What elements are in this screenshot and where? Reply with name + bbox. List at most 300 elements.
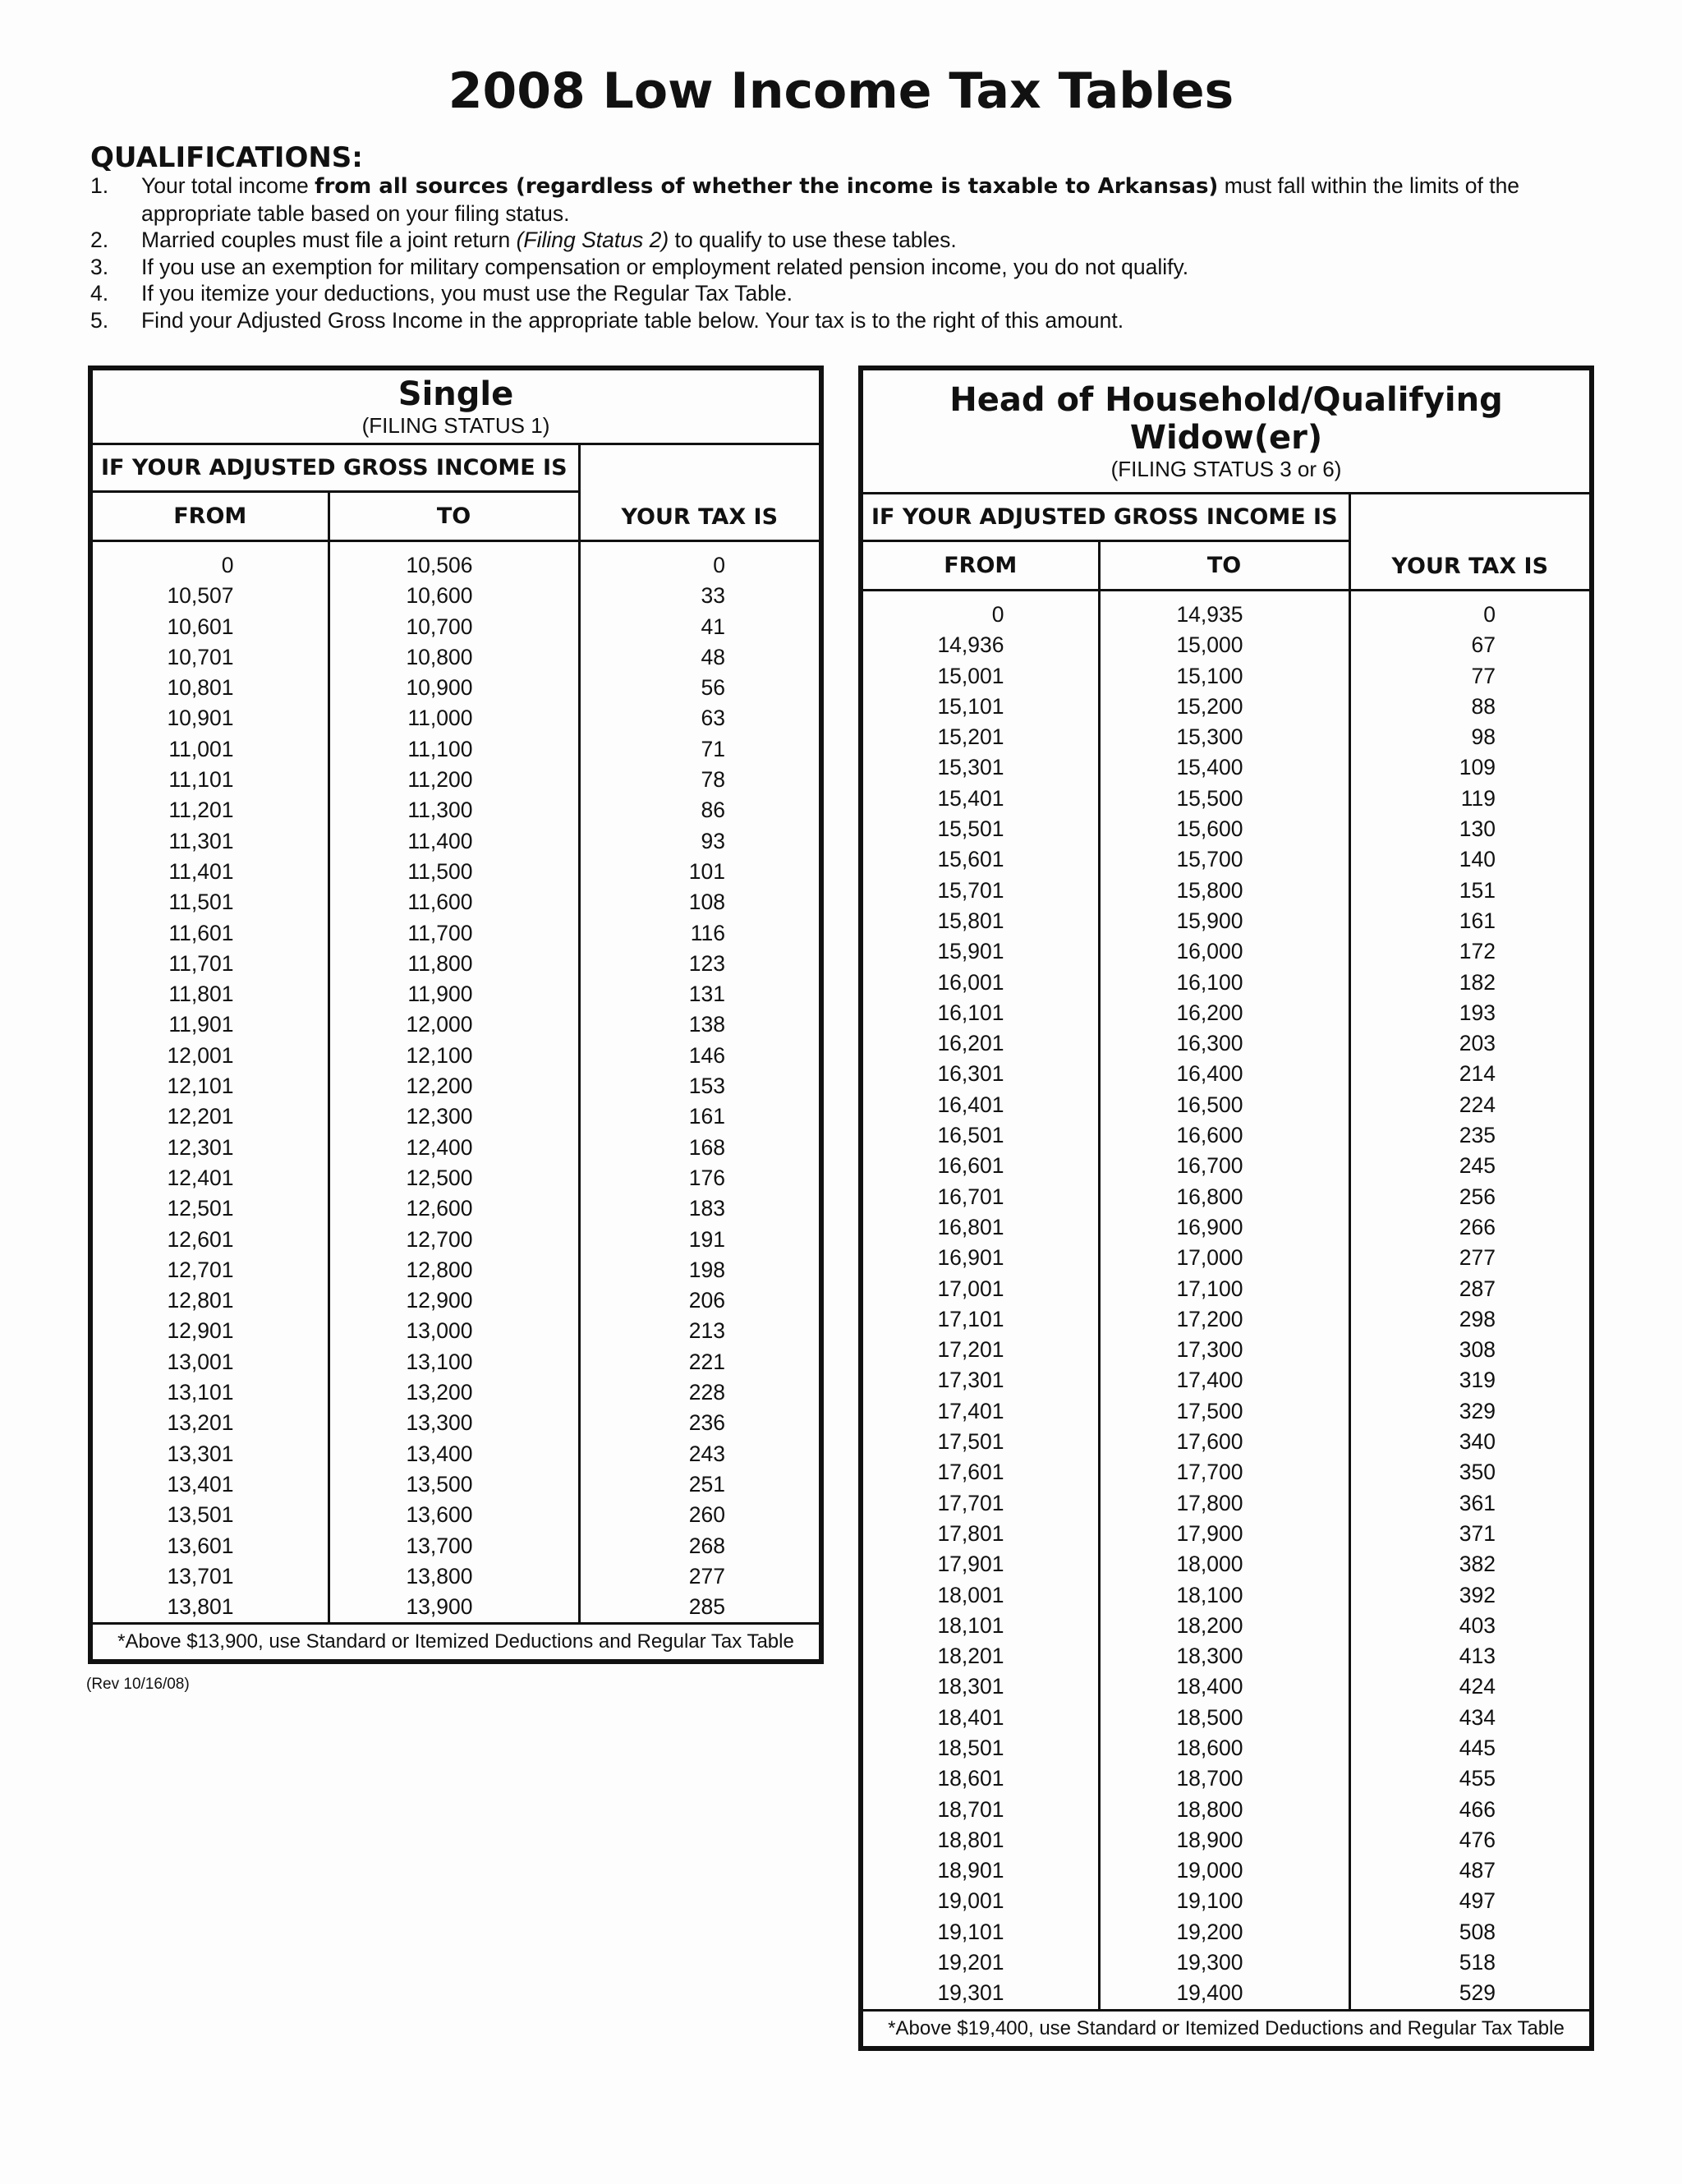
agi-to-cell: 18,000 [1099,1549,1349,1579]
table-row [93,642,819,673]
agi-from-cell: 17,801 [863,1519,1099,1549]
tax-cell: 101 [688,858,725,884]
agi-to-cell: 17,100 [1099,1274,1349,1304]
qualification-emphasis: from all sources (regardless of whether the income is taxable to Arkansas) [315,174,1219,199]
tax-cell: 88 [1471,693,1496,719]
tax-cell: 63 [701,706,725,731]
qualification-emphasis: (Filing Status 2) [516,228,669,252]
single-table-subtitle: (FILING STATUS 1) [361,413,550,438]
table-row [863,1795,1589,1825]
agi-from-cell: 11,001 [93,734,329,765]
tax-cell: 77 [1471,663,1496,688]
tax-cell: 382 [1459,1552,1496,1577]
tax-cell: 206 [688,1288,725,1313]
tax-cell: 518 [1459,1950,1496,1975]
tax-cell: 529 [1459,1980,1496,2006]
tax-cell: 243 [688,1441,725,1466]
tax-cell: 434 [1459,1704,1496,1730]
agi-from-cell: 17,901 [863,1549,1099,1579]
agi-from-cell: 13,301 [93,1439,329,1469]
agi-from-cell: 18,901 [863,1855,1099,1886]
qualification-item-5 [90,307,1610,334]
agi-to-cell: 12,300 [329,1101,579,1132]
agi-from-cell: 13,601 [93,1531,329,1561]
tax-cell: 476 [1459,1827,1496,1852]
agi-from-cell: 13,801 [93,1592,329,1624]
table-row [863,1151,1589,1181]
tax-cell: 33 [701,583,725,609]
agi-from-cell: 15,601 [863,844,1099,875]
tax-cell: 245 [1459,1153,1496,1179]
tax-cell: 146 [688,1042,725,1068]
agi-to-cell: 13,800 [329,1561,579,1592]
table-row [93,795,819,825]
table-row [93,1041,819,1071]
agi-label: IF YOUR ADJUSTED GROSS INCOME IS [93,444,579,492]
table-row [863,1365,1589,1395]
table-row [863,1549,1589,1579]
agi-from-cell: 19,001 [863,1886,1099,1916]
single-table-footnote: *Above $13,900, use Standard or Itemized Deductions and Regular Tax Table [93,1624,819,1660]
table-row [93,765,819,795]
agi-to-cell: 15,900 [1099,906,1349,936]
table-row [863,968,1589,998]
table-row [93,1071,819,1101]
table-row [863,630,1589,660]
agi-from-cell: 12,401 [93,1163,329,1193]
agi-to-cell: 17,800 [1099,1488,1349,1519]
agi-to-cell: 15,800 [1099,876,1349,906]
agi-to-cell: 18,100 [1099,1580,1349,1611]
agi-from-cell: 11,901 [93,1009,329,1040]
agi-from-cell: 12,201 [93,1101,329,1132]
tax-cell: 130 [1459,816,1496,842]
single-table-header [93,370,819,444]
agi-from-cell: 15,801 [863,906,1099,936]
agi-to-cell: 17,700 [1099,1457,1349,1487]
agi-to-cell: 11,200 [329,765,579,795]
tax-cell: 277 [688,1563,725,1589]
table-row [863,1120,1589,1151]
agi-to-cell: 13,500 [329,1469,579,1500]
to-header: TO [329,492,579,541]
agi-from-cell: 12,001 [93,1041,329,1071]
qualification-text: Your total income [141,173,315,198]
agi-from-cell: 18,601 [863,1763,1099,1794]
agi-to-cell: 17,900 [1099,1519,1349,1549]
tax-cell: 251 [688,1471,725,1497]
tax-cell: 182 [1459,969,1496,995]
qualification-text: If you use an exemption for military compensation or employment related pension income, you do not qualify. [141,254,1189,279]
agi-to-cell: 18,200 [1099,1611,1349,1641]
table-row [93,918,819,949]
agi-to-cell: 13,000 [329,1316,579,1346]
agi-to-cell: 16,200 [1099,998,1349,1028]
agi-to-cell: 19,000 [1099,1855,1349,1886]
agi-from-cell: 13,001 [93,1347,329,1377]
tax-cell: 56 [701,675,725,701]
table-row [93,1500,819,1530]
single-table-body [93,541,819,1624]
agi-to-cell: 17,600 [1099,1427,1349,1457]
table-row [863,1090,1589,1120]
tax-cell: 236 [688,1410,725,1436]
tax-cell: 340 [1459,1429,1496,1455]
tax-cell: 371 [1459,1520,1496,1546]
table-row [863,1028,1589,1059]
table-row [863,1763,1589,1794]
agi-to-cell: 18,800 [1099,1795,1349,1825]
agi-from-cell: 18,401 [863,1703,1099,1733]
agi-from-cell: 15,301 [863,752,1099,783]
agi-from-cell: 15,501 [863,814,1099,844]
table-row [863,692,1589,722]
table-row [863,591,1589,631]
agi-from-cell: 11,601 [93,918,329,949]
agi-to-cell: 13,200 [329,1377,579,1408]
qualification-number: 5. [90,307,109,333]
agi-from-cell: 17,301 [863,1365,1099,1395]
agi-to-cell: 16,700 [1099,1151,1349,1181]
tax-cell: 108 [688,890,725,915]
agi-from-cell: 12,701 [93,1255,329,1285]
qualification-item-1 [90,172,1610,227]
table-row [93,1133,819,1163]
table-row [93,1531,819,1561]
agi-from-cell: 11,301 [93,826,329,857]
agi-to-cell: 16,800 [1099,1182,1349,1212]
table-row [93,1193,819,1224]
agi-from-cell: 16,301 [863,1059,1099,1089]
agi-to-cell: 17,200 [1099,1304,1349,1335]
agi-to-cell: 15,100 [1099,661,1349,692]
tax-cell: 193 [1459,1000,1496,1025]
tax-cell: 413 [1459,1644,1496,1669]
table-row [863,1335,1589,1365]
table-row [93,887,819,917]
agi-to-cell: 16,900 [1099,1212,1349,1243]
agi-from-cell: 18,501 [863,1733,1099,1763]
tax-cell: 86 [701,798,725,823]
agi-to-cell: 10,900 [329,673,579,703]
tax-cell: 191 [688,1226,725,1252]
agi-to-cell: 15,000 [1099,630,1349,660]
table-row [863,1611,1589,1641]
agi-from-cell: 10,701 [93,642,329,673]
agi-from-cell: 0 [93,541,329,582]
agi-to-cell: 15,200 [1099,692,1349,722]
agi-to-cell: 13,100 [329,1347,579,1377]
agi-from-cell: 13,101 [93,1377,329,1408]
qualification-item-3 [90,254,1610,281]
table-row [863,1427,1589,1457]
to-header: TO [1099,541,1349,591]
table-row [863,1917,1589,1947]
revision-date: (Rev 10/16/08) [86,1676,190,1693]
agi-from-cell: 18,701 [863,1795,1099,1825]
single-table-title: Single [398,375,514,413]
agi-label: IF YOUR ADJUSTED GROSS INCOME IS [863,494,1349,541]
agi-from-cell: 12,801 [93,1285,329,1316]
tax-cell: 131 [688,982,725,1007]
tax-cell: 277 [1459,1245,1496,1271]
agi-from-cell: 10,901 [93,703,329,733]
agi-from-cell: 11,801 [93,979,329,1009]
table-row [93,673,819,703]
agi-to-cell: 18,400 [1099,1671,1349,1702]
tax-cell: 109 [1459,755,1496,780]
agi-to-cell: 16,600 [1099,1120,1349,1151]
agi-to-cell: 17,400 [1099,1365,1349,1395]
agi-from-cell: 19,201 [863,1947,1099,1978]
agi-from-cell: 12,601 [93,1225,329,1255]
table-row [93,1225,819,1255]
table-row [863,1274,1589,1304]
agi-from-cell: 19,101 [863,1917,1099,1947]
table-row [863,1519,1589,1549]
agi-from-cell: 16,501 [863,1120,1099,1151]
single-tax-table [88,366,824,1664]
table-row [93,1163,819,1193]
agi-to-cell: 12,700 [329,1225,579,1255]
agi-to-cell: 11,500 [329,857,579,887]
agi-to-cell: 11,600 [329,887,579,917]
tax-cell: 138 [688,1012,725,1037]
tax-cell: 224 [1459,1092,1496,1117]
agi-to-cell: 10,700 [329,612,579,642]
table-row [93,703,819,733]
agi-from-cell: 17,401 [863,1396,1099,1427]
agi-from-cell: 12,101 [93,1071,329,1101]
agi-from-cell: 11,501 [93,887,329,917]
table-row [863,1671,1589,1702]
tax-cell: 350 [1459,1460,1496,1485]
table-row [863,752,1589,783]
tax-cell: 235 [1459,1123,1496,1148]
table-row [93,1408,819,1438]
agi-to-cell: 11,800 [329,949,579,979]
tax-cell: 172 [1459,939,1496,964]
table-row [93,1439,819,1469]
tax-cell: 0 [713,553,725,577]
table-row [863,1059,1589,1089]
agi-from-cell: 19,301 [863,1978,1099,2010]
tax-cell: 308 [1459,1337,1496,1363]
tax-cell: 256 [1459,1184,1496,1209]
agi-from-cell: 18,801 [863,1825,1099,1855]
tax-cell: 455 [1459,1766,1496,1791]
qualification-text: Find your Adjusted Gross Income in the appropriate table below. Your tax is to the right of this amount. [141,307,1124,333]
agi-to-cell: 17,500 [1099,1396,1349,1427]
table-row [863,784,1589,814]
hoh-table-title-line2: Widow(er) [1129,419,1323,457]
tax-cell: 93 [701,828,725,853]
agi-from-cell: 15,901 [863,936,1099,967]
table-row [863,661,1589,692]
table-row [863,1886,1589,1916]
tax-cell: 116 [690,920,725,945]
agi-to-cell: 12,400 [329,1133,579,1163]
table-row [93,1009,819,1040]
agi-to-cell: 19,400 [1099,1978,1349,2010]
agi-to-cell: 12,800 [329,1255,579,1285]
table-row [863,1733,1589,1763]
agi-from-cell: 13,501 [93,1500,329,1530]
table-row [93,734,819,765]
tax-cell: 228 [688,1380,725,1405]
agi-from-cell: 16,001 [863,968,1099,998]
hoh-table-title: Head of Household/Qualifying [949,381,1503,419]
table-row [93,1347,819,1377]
agi-from-cell: 14,936 [863,630,1099,660]
table-row [93,949,819,979]
agi-from-cell: 16,701 [863,1182,1099,1212]
agi-from-cell: 17,001 [863,1274,1099,1304]
agi-from-cell: 17,201 [863,1335,1099,1365]
table-row [863,1947,1589,1978]
agi-to-cell: 11,100 [329,734,579,765]
agi-to-cell: 13,700 [329,1531,579,1561]
agi-from-cell: 10,601 [93,612,329,642]
table-row [863,1488,1589,1519]
tax-cell: 214 [1459,1061,1496,1087]
tax-cell: 329 [1459,1398,1496,1423]
tax-cell: 161 [688,1104,725,1129]
agi-from-cell: 16,601 [863,1151,1099,1181]
tax-cell: 78 [701,767,725,793]
agi-to-cell: 15,500 [1099,784,1349,814]
agi-to-cell: 13,900 [329,1592,579,1624]
table-row [93,1377,819,1408]
table-row [93,1592,819,1624]
table-row [863,1212,1589,1243]
agi-from-cell: 17,101 [863,1304,1099,1335]
tax-cell: 287 [1459,1276,1496,1301]
qualification-number: 2. [90,228,109,252]
qualification-number: 3. [90,254,109,279]
agi-to-cell: 19,100 [1099,1886,1349,1916]
agi-from-cell: 16,101 [863,998,1099,1028]
table-row [93,1469,819,1500]
table-row [863,1457,1589,1487]
agi-to-cell: 13,400 [329,1439,579,1469]
qualifications-heading: QUALIFICATIONS: [90,141,363,174]
agi-to-cell: 10,800 [329,642,579,673]
agi-from-cell: 10,801 [93,673,329,703]
agi-to-cell: 15,700 [1099,844,1349,875]
agi-from-cell: 17,601 [863,1457,1099,1487]
table-row [863,1978,1589,2010]
agi-from-cell: 16,901 [863,1243,1099,1273]
table-row [93,612,819,642]
agi-from-cell: 18,001 [863,1580,1099,1611]
agi-from-cell: 15,101 [863,692,1099,722]
agi-to-cell: 12,900 [329,1285,579,1316]
hoh-table-body [863,591,1589,2011]
table-row [863,876,1589,906]
tax-cell: 285 [688,1594,725,1620]
tax-cell: 41 [701,614,725,639]
tax-cell: 487 [1459,1858,1496,1883]
agi-to-cell: 13,300 [329,1408,579,1438]
tax-cell: 445 [1459,1735,1496,1760]
agi-to-cell: 15,400 [1099,752,1349,783]
agi-from-cell: 17,701 [863,1488,1099,1519]
table-row [863,906,1589,936]
table-row [863,1855,1589,1886]
agi-from-cell: 12,901 [93,1316,329,1346]
table-row [863,936,1589,967]
table-row [93,1101,819,1132]
tax-cell: 98 [1471,724,1496,750]
qualification-number: 1. [90,173,109,198]
agi-to-cell: 11,900 [329,979,579,1009]
agi-from-cell: 13,201 [93,1408,329,1438]
agi-from-cell: 15,701 [863,876,1099,906]
tax-cell: 0 [1483,602,1496,627]
table-row [863,998,1589,1028]
agi-to-cell: 11,400 [329,826,579,857]
agi-to-cell: 17,300 [1099,1335,1349,1365]
table-row [863,1396,1589,1427]
agi-to-cell: 16,100 [1099,968,1349,998]
agi-to-cell: 16,400 [1099,1059,1349,1089]
table-row [863,1304,1589,1335]
agi-from-cell: 15,201 [863,722,1099,752]
table-row [93,1285,819,1316]
agi-from-cell: 16,401 [863,1090,1099,1120]
your-tax-header: YOUR TAX IS [1349,494,1589,591]
tax-cell: 176 [688,1165,725,1190]
from-header: FROM [863,541,1099,591]
tax-cell: 361 [1459,1490,1496,1515]
agi-to-cell: 12,000 [329,1009,579,1040]
agi-from-cell: 16,201 [863,1028,1099,1059]
qualification-item-2 [90,227,1610,254]
agi-from-cell: 11,101 [93,765,329,795]
hoh-table-header [863,370,1589,494]
tax-cell: 67 [1471,632,1496,658]
tax-cell: 392 [1459,1582,1496,1607]
agi-from-cell: 18,201 [863,1641,1099,1671]
agi-from-cell: 0 [863,591,1099,631]
tax-cell: 466 [1459,1796,1496,1822]
agi-from-cell: 17,501 [863,1427,1099,1457]
agi-to-cell: 12,200 [329,1071,579,1101]
agi-to-cell: 16,500 [1099,1090,1349,1120]
agi-to-cell: 11,000 [329,703,579,733]
agi-to-cell: 19,300 [1099,1947,1349,1978]
tax-cell: 140 [1459,847,1496,872]
table-row [863,844,1589,875]
agi-to-cell: 18,700 [1099,1763,1349,1794]
table-row [93,541,819,582]
agi-to-cell: 15,300 [1099,722,1349,752]
tax-cell: 151 [1459,877,1496,903]
tax-cell: 424 [1459,1674,1496,1699]
agi-to-cell: 13,600 [329,1500,579,1530]
agi-to-cell: 12,500 [329,1163,579,1193]
tax-cell: 168 [688,1134,725,1160]
tax-cell: 123 [688,950,725,976]
tax-cell: 268 [688,1533,725,1558]
agi-to-cell: 18,300 [1099,1641,1349,1671]
agi-to-cell: 18,900 [1099,1825,1349,1855]
qualification-text: must fall within the limits of the appropriate table based on your filing status. [141,173,1520,226]
agi-to-cell: 11,300 [329,795,579,825]
tax-cell: 183 [688,1196,725,1221]
agi-from-cell: 13,401 [93,1469,329,1500]
